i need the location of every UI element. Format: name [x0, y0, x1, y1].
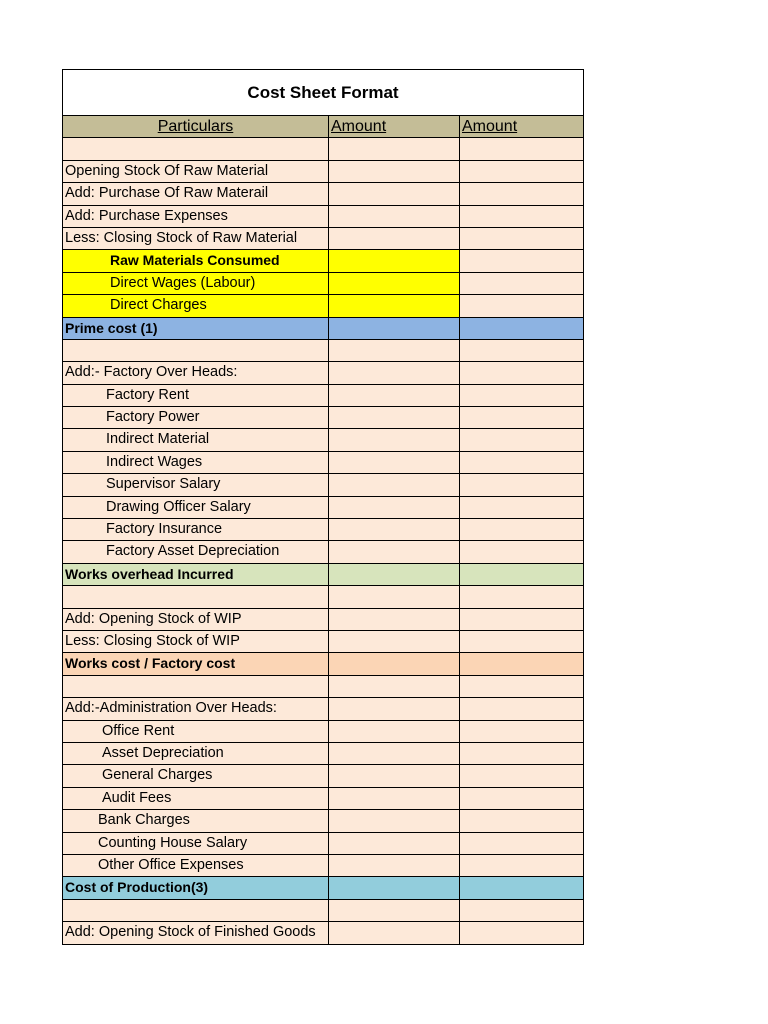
- amount-cell-1[interactable]: [329, 721, 460, 742]
- amount-cell-2[interactable]: [460, 788, 583, 809]
- amount-cell-2[interactable]: [460, 631, 583, 652]
- table-row: [63, 586, 583, 608]
- table-row: [63, 385, 583, 407]
- table-row: [63, 407, 583, 429]
- table-row: [63, 474, 583, 496]
- amount-cell-2[interactable]: [460, 609, 583, 630]
- amount-cell-2[interactable]: [460, 653, 583, 674]
- table-row: [63, 788, 583, 810]
- table-row: [63, 631, 583, 653]
- table-row: [63, 922, 583, 944]
- amount-cell-2[interactable]: [460, 855, 583, 876]
- header-particulars[interactable]: Particulars: [63, 116, 329, 137]
- amount-cell-1[interactable]: [329, 631, 460, 652]
- amount-cell-1[interactable]: [329, 586, 460, 607]
- amount-cell-2[interactable]: [460, 497, 583, 518]
- amount-cell-2[interactable]: [460, 810, 583, 831]
- particulars-cell[interactable]: Cost of Production(3): [63, 877, 329, 898]
- amount-cell-1[interactable]: [329, 900, 460, 921]
- particulars-cell[interactable]: Less: Closing Stock of WIP: [63, 631, 329, 652]
- table-row: [63, 541, 583, 563]
- amount-cell-1[interactable]: [329, 877, 460, 898]
- amount-cell-1[interactable]: [329, 474, 460, 495]
- amount-cell-1[interactable]: [329, 295, 460, 316]
- amount-cell-2[interactable]: [460, 385, 583, 406]
- particulars-cell[interactable]: Add:-Administration Over Heads:: [63, 698, 329, 719]
- particulars-cell[interactable]: Add: Opening Stock of Finished Goods: [63, 922, 329, 944]
- amount-cell-1[interactable]: [329, 698, 460, 719]
- amount-cell-2[interactable]: [460, 340, 583, 361]
- particulars-cell[interactable]: Less: Closing Stock of Raw Material: [63, 228, 329, 249]
- amount-cell-2[interactable]: [460, 407, 583, 428]
- table-row: [63, 429, 583, 451]
- amount-cell-2[interactable]: [460, 676, 583, 697]
- amount-cell-1[interactable]: [329, 407, 460, 428]
- particulars-cell[interactable]: Indirect Wages: [63, 452, 329, 473]
- amount-cell-1[interactable]: [329, 183, 460, 204]
- amount-cell-2[interactable]: [460, 452, 583, 473]
- particulars-cell[interactable]: Direct Wages (Labour): [63, 273, 329, 294]
- amount-cell-1[interactable]: [329, 385, 460, 406]
- table-row: [63, 698, 583, 720]
- amount-cell-1[interactable]: [329, 452, 460, 473]
- amount-cell-2[interactable]: [460, 138, 583, 159]
- amount-cell-2[interactable]: [460, 586, 583, 607]
- particulars-cell[interactable]: Add: Opening Stock of WIP: [63, 609, 329, 630]
- amount-cell-2[interactable]: [460, 250, 583, 271]
- amount-cell-2[interactable]: [460, 743, 583, 764]
- header-row: [63, 116, 583, 138]
- table-row: [63, 206, 583, 228]
- amount-cell-2[interactable]: [460, 564, 583, 585]
- particulars-cell[interactable]: Other Office Expenses: [63, 855, 329, 876]
- amount-cell-1[interactable]: [329, 228, 460, 249]
- particulars-cell[interactable]: Bank Charges: [63, 810, 329, 831]
- table-row: [63, 273, 583, 295]
- particulars-cell[interactable]: [63, 586, 329, 607]
- amount-cell-2[interactable]: [460, 318, 583, 339]
- table-row: [63, 452, 583, 474]
- table-row: [63, 721, 583, 743]
- amount-cell-1[interactable]: [329, 138, 460, 159]
- amount-cell-1[interactable]: [329, 273, 460, 294]
- table-row: [63, 810, 583, 832]
- table-row: [63, 653, 583, 675]
- amount-cell-1[interactable]: [329, 541, 460, 562]
- amount-cell-1[interactable]: [329, 362, 460, 383]
- particulars-cell[interactable]: Add: Purchase Expenses: [63, 206, 329, 227]
- table-row: [63, 340, 583, 362]
- amount-cell-1[interactable]: [329, 765, 460, 786]
- amount-cell-2[interactable]: [460, 519, 583, 540]
- amount-cell-1[interactable]: [329, 788, 460, 809]
- amount-cell-2[interactable]: [460, 362, 583, 383]
- particulars-cell[interactable]: Add: Purchase Of Raw Materail: [63, 183, 329, 204]
- particulars-cell[interactable]: Prime cost (1): [63, 318, 329, 339]
- amount-cell-2[interactable]: [460, 765, 583, 786]
- amount-cell-2[interactable]: [460, 541, 583, 562]
- particulars-cell[interactable]: Factory Asset Depreciation: [63, 541, 329, 562]
- amount-cell-1[interactable]: [329, 855, 460, 876]
- amount-cell-1[interactable]: [329, 318, 460, 339]
- table-row: [63, 609, 583, 631]
- particulars-cell[interactable]: [63, 676, 329, 697]
- table-row: [63, 519, 583, 541]
- amount-cell-2[interactable]: [460, 833, 583, 854]
- amount-cell-1[interactable]: [329, 743, 460, 764]
- table-row: [63, 250, 583, 272]
- amount-cell-2[interactable]: [460, 228, 583, 249]
- table-row: [63, 877, 583, 899]
- table-row: [63, 900, 583, 922]
- sheet-body: [63, 138, 583, 944]
- particulars-cell[interactable]: [63, 900, 329, 921]
- particulars-cell[interactable]: Raw Materials Consumed: [63, 250, 329, 271]
- amount-cell-1[interactable]: [329, 922, 460, 944]
- amount-cell-2[interactable]: [460, 183, 583, 204]
- header-amount-1[interactable]: Amount: [329, 116, 460, 137]
- amount-cell-1[interactable]: [329, 429, 460, 450]
- amount-cell-1[interactable]: [329, 564, 460, 585]
- table-row: [63, 833, 583, 855]
- particulars-cell[interactable]: Asset Depreciation: [63, 743, 329, 764]
- amount-cell-2[interactable]: [460, 295, 583, 316]
- particulars-cell[interactable]: [63, 138, 329, 159]
- table-row: [63, 743, 583, 765]
- amount-cell-1[interactable]: [329, 833, 460, 854]
- sheet-title: Cost Sheet Format: [63, 70, 583, 116]
- amount-cell-2[interactable]: [460, 206, 583, 227]
- amount-cell-1[interactable]: [329, 810, 460, 831]
- amount-cell-2[interactable]: [460, 273, 583, 294]
- particulars-cell[interactable]: Factory Power: [63, 407, 329, 428]
- particulars-cell[interactable]: Counting House Salary: [63, 833, 329, 854]
- amount-cell-1[interactable]: [329, 653, 460, 674]
- amount-cell-2[interactable]: [460, 922, 583, 944]
- amount-cell-1[interactable]: [329, 497, 460, 518]
- table-row: [63, 228, 583, 250]
- amount-cell-1[interactable]: [329, 676, 460, 697]
- table-row: [63, 564, 583, 586]
- particulars-cell[interactable]: General Charges: [63, 765, 329, 786]
- particulars-cell[interactable]: Drawing Officer Salary: [63, 497, 329, 518]
- particulars-cell[interactable]: Factory Insurance: [63, 519, 329, 540]
- particulars-cell[interactable]: Works overhead Incurred: [63, 564, 329, 585]
- particulars-cell[interactable]: Works cost / Factory cost: [63, 653, 329, 674]
- particulars-cell[interactable]: Indirect Material: [63, 429, 329, 450]
- amount-cell-2[interactable]: [460, 474, 583, 495]
- particulars-cell[interactable]: Opening Stock Of Raw Material: [63, 161, 329, 182]
- particulars-cell[interactable]: Add:- Factory Over Heads:: [63, 362, 329, 383]
- particulars-cell[interactable]: Office Rent: [63, 721, 329, 742]
- table-row: [63, 362, 583, 384]
- amount-cell-2[interactable]: [460, 429, 583, 450]
- amount-cell-1[interactable]: [329, 519, 460, 540]
- amount-cell-1[interactable]: [329, 161, 460, 182]
- table-row: [63, 295, 583, 317]
- table-row: [63, 676, 583, 698]
- particulars-cell[interactable]: Audit Fees: [63, 788, 329, 809]
- table-row: [63, 765, 583, 787]
- amount-cell-2[interactable]: [460, 698, 583, 719]
- amount-cell-2[interactable]: [460, 161, 583, 182]
- particulars-cell[interactable]: Supervisor Salary: [63, 474, 329, 495]
- table-row: [63, 855, 583, 877]
- table-row: [63, 497, 583, 519]
- table-row: [63, 138, 583, 160]
- table-row: [63, 161, 583, 183]
- amount-cell-1[interactable]: [329, 206, 460, 227]
- header-amount-2[interactable]: Amount: [462, 118, 518, 135]
- amount-cell-2[interactable]: [460, 900, 583, 921]
- amount-cell-2[interactable]: [460, 877, 583, 898]
- table-row: [63, 183, 583, 205]
- particulars-cell[interactable]: Direct Charges: [63, 295, 329, 316]
- particulars-cell[interactable]: Factory Rent: [63, 385, 329, 406]
- amount-cell-1[interactable]: [329, 609, 460, 630]
- amount-cell-1[interactable]: [329, 250, 460, 271]
- cost-sheet-table: [62, 69, 584, 945]
- table-row: [63, 318, 583, 340]
- particulars-cell[interactable]: [63, 340, 329, 361]
- amount-cell-1[interactable]: [329, 340, 460, 361]
- amount-cell-2[interactable]: [460, 721, 583, 742]
